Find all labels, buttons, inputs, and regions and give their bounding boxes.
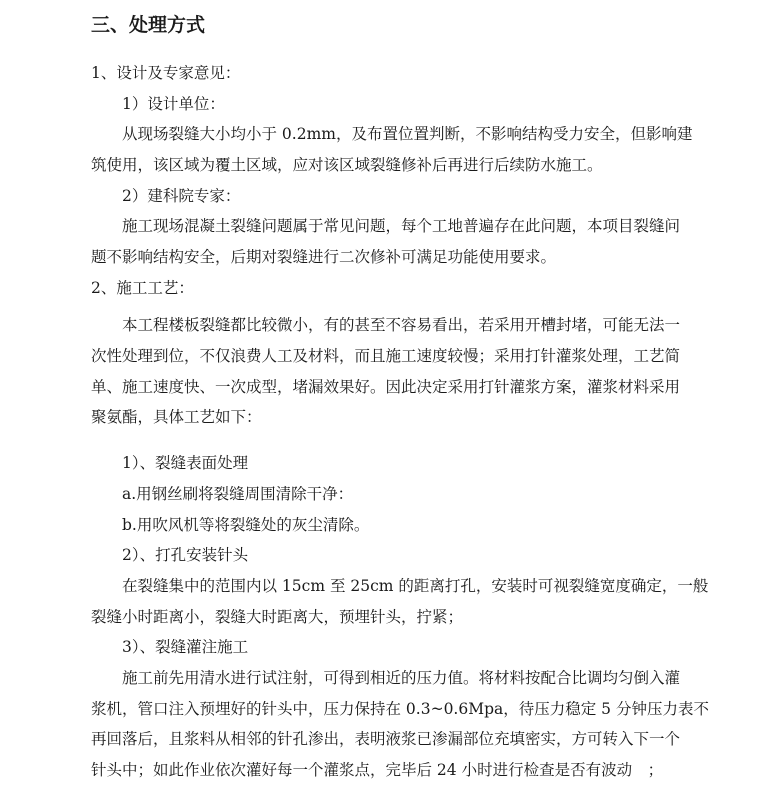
text-line: 再回落后，且浆料从相邻的针孔渗出，表明液浆已渗漏部位充填密实，方可转入下一个 bbox=[91, 730, 681, 748]
step-1-title: 1）、裂缝表面处理 bbox=[122, 454, 249, 472]
section-heading: 三、处理方式 bbox=[91, 14, 206, 36]
text-line: 针头中；如此作业依次灌好每一个灌浆点，完毕后 24 小时进行检查是否有波动 ； bbox=[91, 761, 664, 779]
text-line: a.用钢丝刷将裂缝周围清除干净： bbox=[122, 485, 354, 503]
text-line: 聚氨酯，具体工艺如下： bbox=[91, 408, 262, 426]
text-line: b.用吹风机等将裂缝处的灰尘清除。 bbox=[122, 516, 370, 534]
text-line: 本工程楼板裂缝都比较微小，有的甚至不容易看出，若采用开槽封堵，可能无法一 bbox=[122, 316, 681, 334]
subhead-design-unit: 1）设计单位： bbox=[122, 95, 225, 113]
text-line: 在裂缝集中的范围内以 15cm 至 25cm 的距离打孔，安装时可视裂缝宽度确定，一般 bbox=[122, 577, 709, 595]
text-line: 从现场裂缝大小均小于 0.2mm，及布置位置判断，不影响结构受力安全，但影响建 bbox=[122, 125, 693, 143]
text-line: 施工现场混凝土裂缝问题属于常见问题，每个工地普遍存在此问题，本项目裂缝问 bbox=[122, 217, 681, 235]
text-line: 筑使用，该区域为覆土区域，应对该区域裂缝修补后再进行后续防水施工。 bbox=[91, 156, 603, 174]
text-line: 施工前先用清水进行试注射，可得到相近的压力值。将材料按配合比调均匀倒入灌 bbox=[122, 669, 681, 687]
para-1-title: 1、设计及专家意见： bbox=[91, 64, 241, 82]
text-line: 浆机，管口注入预埋好的针头中，压力保持在 0.3~0.6Mpa，待压力稳定 5 分钟压力表不 bbox=[91, 700, 709, 718]
text-line: 单、施工速度快、一次成型，堵漏效果好。因此决定采用打针灌浆方案，灌浆材料采用 bbox=[91, 378, 681, 396]
step-3-title: 3）、裂缝灌注施工 bbox=[122, 638, 249, 656]
step-2-title: 2）、打孔安装针头 bbox=[122, 546, 249, 564]
subhead-experts: 2）建科院专家： bbox=[122, 187, 241, 205]
para-2-title: 2、施工工艺： bbox=[91, 279, 194, 297]
text-line: 裂缝小时距离小，裂缝大时距离大，预埋针头，拧紧； bbox=[91, 608, 464, 626]
text-line: 次性处理到位，不仅浪费人工及材料，而且施工速度较慢；采用打针灌浆处理，工艺简 bbox=[91, 347, 681, 365]
text-line: 题不影响结构安全，后期对裂缝进行二次修补可满足功能使用要求。 bbox=[91, 248, 557, 266]
